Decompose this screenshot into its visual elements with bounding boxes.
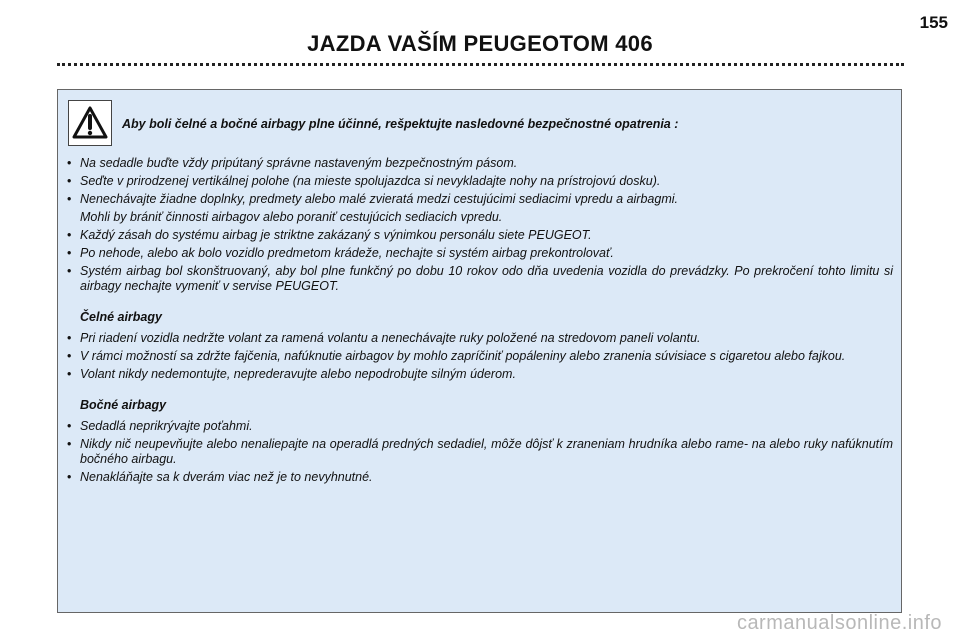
list-item: • Na sedadle buďte vždy pripútaný správne nastaveným bezpečnostným pásom. — [67, 156, 518, 170]
list-item: • Systém airbag bol skonštruovaný, aby bol plne funkčný po dobu 10 rokov odo dňa uvedenia vozidla do prevádzky. Po prekročení tohto limitu si airbagy nechajte vymeniť v servise PEUGEOT. — [67, 264, 893, 293]
warning-content — [66, 156, 893, 488]
page-number: 155 — [919, 13, 948, 32]
bullet: • — [67, 228, 72, 242]
list-item: • Nenakláňajte sa k dverám viac než je to nevyhnutné. — [67, 470, 373, 484]
side-airbags-heading: Bočné airbagy — [80, 398, 167, 412]
bullet: • — [67, 192, 72, 206]
warning-icon-box — [68, 100, 112, 146]
bullet: • — [67, 419, 72, 433]
list-item: • V rámci možností sa zdržte fajčenia, nafúknutie airbagov by mohlo zapríčiniť popáleniny alebo zranenia súvisiace s cigaretou alebo fajkou. — [67, 349, 846, 363]
bullet: • — [67, 331, 72, 345]
warning-heading: Aby boli čelné a bočné airbagy plne účinné, rešpektujte nasledovné bezpečnostné opatrenia : — [122, 117, 679, 131]
warning-panel — [57, 89, 902, 613]
bullet: • — [67, 470, 72, 484]
watermark: carmanualsonline.info — [736, 612, 942, 634]
list-item: • Pri riadení vozidla nedržte volant za ramená volantu a nenechávajte ruky položené na stredovom paneli volantu. — [67, 331, 701, 345]
front-airbags-heading: Čelné airbagy — [80, 310, 162, 324]
list-item: • Volant nikdy nedemontujte, neprederavujte alebo nepodrobujte silným úderom. — [67, 367, 516, 381]
bullet: • — [67, 174, 72, 188]
list-item: • Každý zásah do systému airbag je striktne zakázaný s výnimkou personálu siete PEUGEOT. — [67, 228, 592, 242]
list-item: • Po nehode, alebo ak bolo vozidlo predmetom krádeže, nechajte si systém airbag prekontrolovať. — [67, 246, 614, 260]
list-item: • Sedadlá neprikrývajte poťahmi. — [67, 419, 253, 433]
list-item-continuation: Mohli by brániť činnosti airbagov alebo poraniť cestujúcich sediacich vpredu. — [80, 210, 503, 224]
list-item: • Nikdy nič neupevňujte alebo nenaliepajte na operadlá predných sedadiel, môže dôjsť k zraneniam hrudníka alebo rame- na alebo ruky nafúknutím bočného airbagu. — [67, 437, 893, 466]
bullet: • — [67, 367, 72, 381]
warning-triangle-icon — [72, 105, 108, 141]
bullet: • — [67, 246, 72, 260]
list-item: • Nenechávajte žiadne doplnky, predmety alebo malé zvieratá medzi cestujúcimi sediacimi vpredu a airbagmi. — [67, 192, 678, 206]
bullet: • — [67, 437, 72, 451]
bullet: • — [67, 264, 72, 278]
list-item: • Seďte v prirodzenej vertikálnej polohe (na mieste spolujazdca si nevykladajte nohy na prístrojovú dosku). — [67, 174, 661, 188]
dotted-divider — [57, 63, 904, 66]
bullet: • — [67, 349, 72, 363]
bullet: • — [67, 156, 72, 170]
page-title: JAZDA VAŠÍM PEUGEOTOM 406 — [307, 31, 653, 56]
